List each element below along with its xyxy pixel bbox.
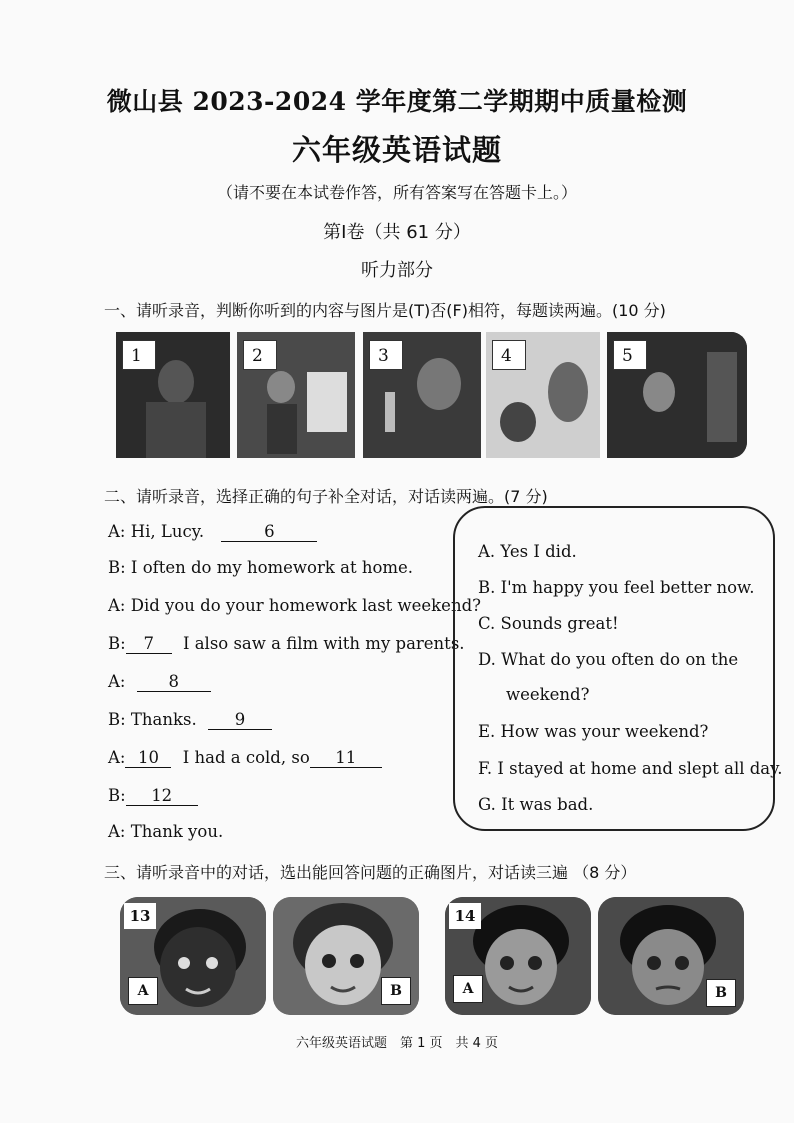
option-label: B bbox=[381, 977, 411, 1005]
picture-number: 3 bbox=[369, 340, 403, 370]
dialogue-line-6 bbox=[108, 710, 272, 730]
section2-heading: 二、请听录音，选择正确的句子补全对话，对话读两遍。(7 分) bbox=[104, 487, 548, 506]
question-number: 14 bbox=[449, 903, 481, 929]
speaker-label: B: bbox=[108, 634, 126, 653]
q13-option-a-picture bbox=[120, 897, 266, 1015]
dialogue-text: B: Thanks. bbox=[108, 710, 197, 729]
answer-blank: 12 bbox=[126, 787, 198, 806]
dialogue-line-4 bbox=[108, 634, 465, 654]
option-label: A bbox=[453, 975, 483, 1003]
dialogue-text: A: Hi, Lucy. bbox=[108, 522, 205, 541]
picture-number: 2 bbox=[243, 340, 277, 370]
dialogue-line-1 bbox=[108, 522, 317, 542]
answer-blank: 7 bbox=[126, 635, 172, 654]
exam-title: 微山县 2023-2024 学年度第二学期期中质量检测 bbox=[106, 87, 688, 116]
picture-2 bbox=[237, 332, 355, 458]
page-footer: 六年级英语试题 第 1 页 共 4 页 bbox=[295, 1036, 499, 1051]
option-f: F. I stayed at home and slept all day. bbox=[478, 759, 783, 778]
speaker-label: B: bbox=[108, 786, 126, 805]
exam-subtitle: 六年级英语试题 bbox=[291, 133, 502, 167]
option-g: G. It was bad. bbox=[478, 795, 594, 814]
dialogue-text: I also saw a film with my parents. bbox=[182, 634, 465, 653]
dialogue-text: I had a cold, so bbox=[182, 748, 310, 767]
speaker-label: A: bbox=[108, 672, 126, 691]
answer-blank: 9 bbox=[208, 711, 272, 730]
picture-5 bbox=[607, 332, 747, 458]
option-d: D. What do you often do on the bbox=[478, 650, 739, 669]
dialogue-line-5 bbox=[108, 672, 211, 692]
option-d-continued: weekend? bbox=[506, 685, 590, 704]
picture-number: 5 bbox=[613, 340, 647, 370]
dialogue-line-2: B: I often do my homework at home. bbox=[108, 558, 414, 577]
picture-3 bbox=[363, 332, 481, 458]
option-label: A bbox=[128, 977, 158, 1005]
picture-4 bbox=[486, 332, 600, 458]
part-heading: 听力部分 bbox=[361, 260, 433, 281]
answer-blank: 6 bbox=[221, 523, 317, 542]
speaker-label: A: bbox=[108, 748, 126, 767]
dialogue-line-3: A: Did you do your homework last weekend? bbox=[108, 596, 481, 615]
q14-option-b-picture bbox=[598, 897, 744, 1015]
exam-instruction: （请不要在本试卷作答，所有答案写在答题卡上。） bbox=[216, 183, 577, 202]
q14-option-a-picture bbox=[445, 897, 591, 1015]
dialogue-line-8 bbox=[108, 786, 198, 806]
option-c: C. Sounds great! bbox=[478, 614, 619, 633]
dialogue-line-7 bbox=[108, 748, 382, 768]
picture-number: 4 bbox=[492, 340, 526, 370]
dialogue-line-9: A: Thank you. bbox=[108, 822, 224, 841]
option-label: B bbox=[706, 979, 736, 1007]
answer-blank: 10 bbox=[125, 749, 171, 768]
volume-heading: 第Ⅰ卷（共 61 分） bbox=[323, 222, 471, 243]
option-b: B. I'm happy you feel better now. bbox=[478, 578, 755, 597]
option-a: A. Yes I did. bbox=[478, 542, 577, 561]
section3-heading: 三、请听录音中的对话，选出能回答问题的正确图片，对话读三遍 （8 分） bbox=[104, 863, 637, 882]
answer-blank: 11 bbox=[310, 749, 382, 768]
picture-number: 1 bbox=[122, 340, 156, 370]
answer-blank: 8 bbox=[137, 673, 211, 692]
question-number: 13 bbox=[124, 903, 156, 929]
q13-option-b-picture bbox=[273, 897, 419, 1015]
section1-heading: 一、请听录音，判断你听到的内容与图片是(T)否(F)相符，每题读两遍。(10 分) bbox=[104, 301, 666, 320]
picture-1 bbox=[116, 332, 230, 458]
option-e: E. How was your weekend? bbox=[478, 722, 709, 741]
